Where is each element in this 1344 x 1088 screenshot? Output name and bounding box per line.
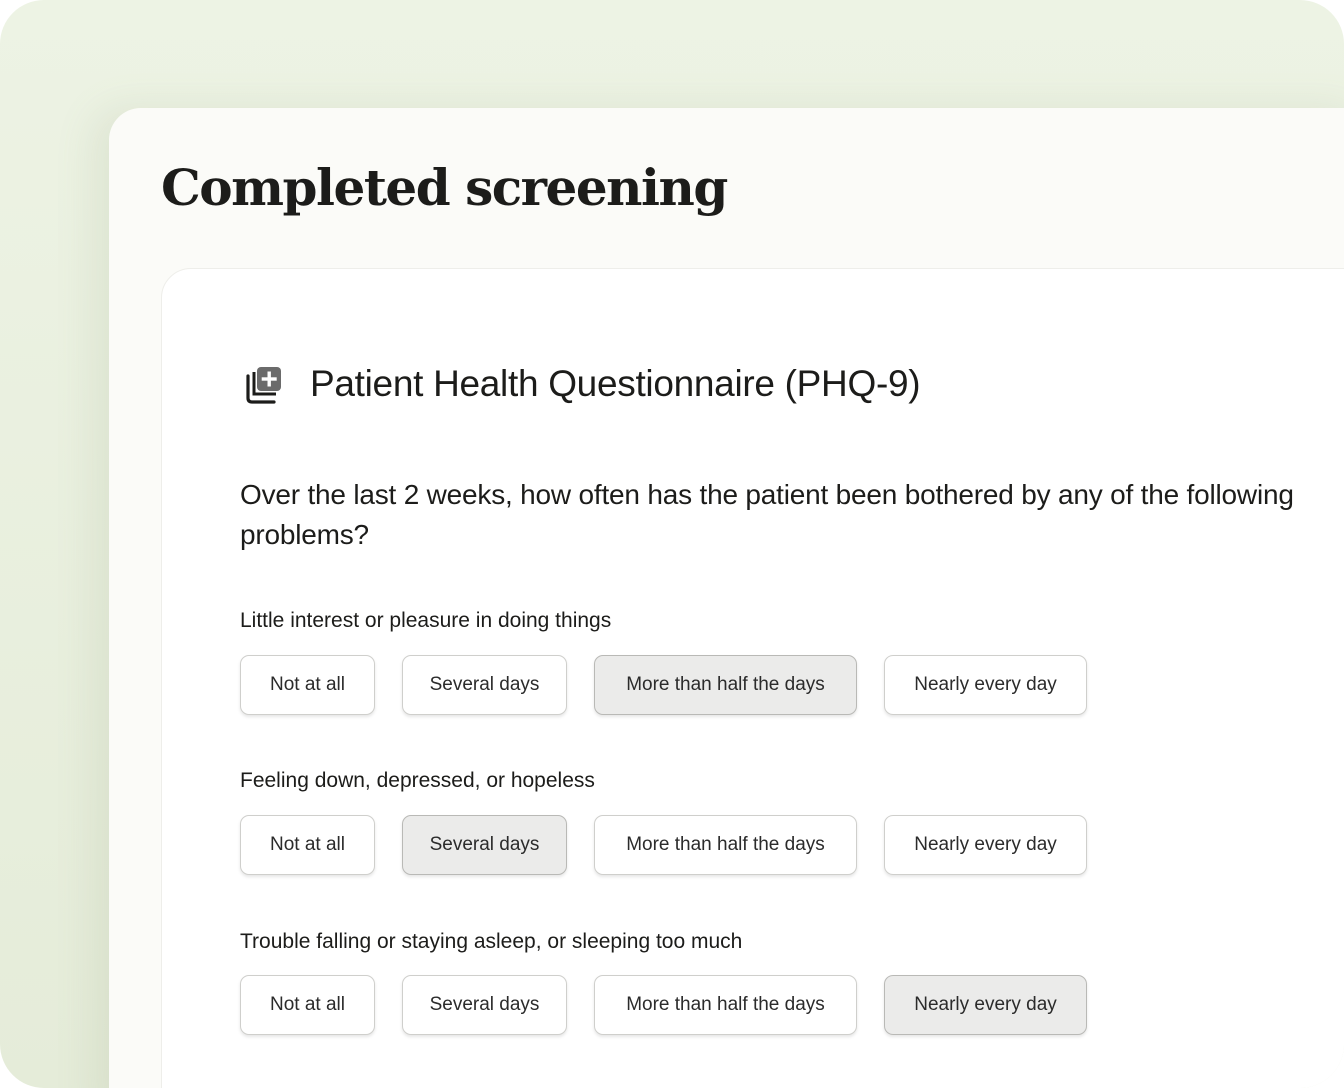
page-title: Completed screening [161, 158, 727, 217]
option-several-days[interactable]: Several days [402, 975, 567, 1035]
option-more-than-half-the-days[interactable]: More than half the days [594, 815, 857, 875]
option-more-than-half-the-days[interactable]: More than half the days [594, 655, 857, 715]
option-several-days[interactable]: Several days [402, 655, 567, 715]
option-several-days[interactable]: Several days [402, 815, 567, 875]
questionnaire-header [244, 363, 920, 405]
option-not-at-all[interactable]: Not at all [240, 815, 375, 875]
questionnaire-title: Patient Health Questionnaire (PHQ-9) [310, 363, 921, 404]
medical-cards-plus-icon [244, 364, 284, 404]
option-not-at-all[interactable]: Not at all [240, 655, 375, 715]
problem-label-3: Trouble falling or staying asleep, or sleeping too much [240, 930, 743, 953]
questionnaire-card [161, 268, 1344, 1088]
problem-label-1: Little interest or pleasure in doing things [240, 609, 612, 632]
screening-window [109, 108, 1344, 1088]
option-not-at-all[interactable]: Not at all [240, 975, 375, 1035]
problem-options-2 [240, 815, 1114, 875]
option-nearly-every-day[interactable]: Nearly every day [884, 975, 1087, 1035]
option-nearly-every-day[interactable]: Nearly every day [884, 655, 1087, 715]
problem-options-3 [240, 975, 1114, 1035]
problem-options-1 [240, 655, 1114, 715]
option-more-than-half-the-days[interactable]: More than half the days [594, 975, 857, 1035]
problem-label-2: Feeling down, depressed, or hopeless [240, 769, 595, 792]
option-nearly-every-day[interactable]: Nearly every day [884, 815, 1087, 875]
questionnaire-prompt: Over the last 2 weeks, how often has the patient been bothered by any of the following problems? [240, 479, 1294, 550]
